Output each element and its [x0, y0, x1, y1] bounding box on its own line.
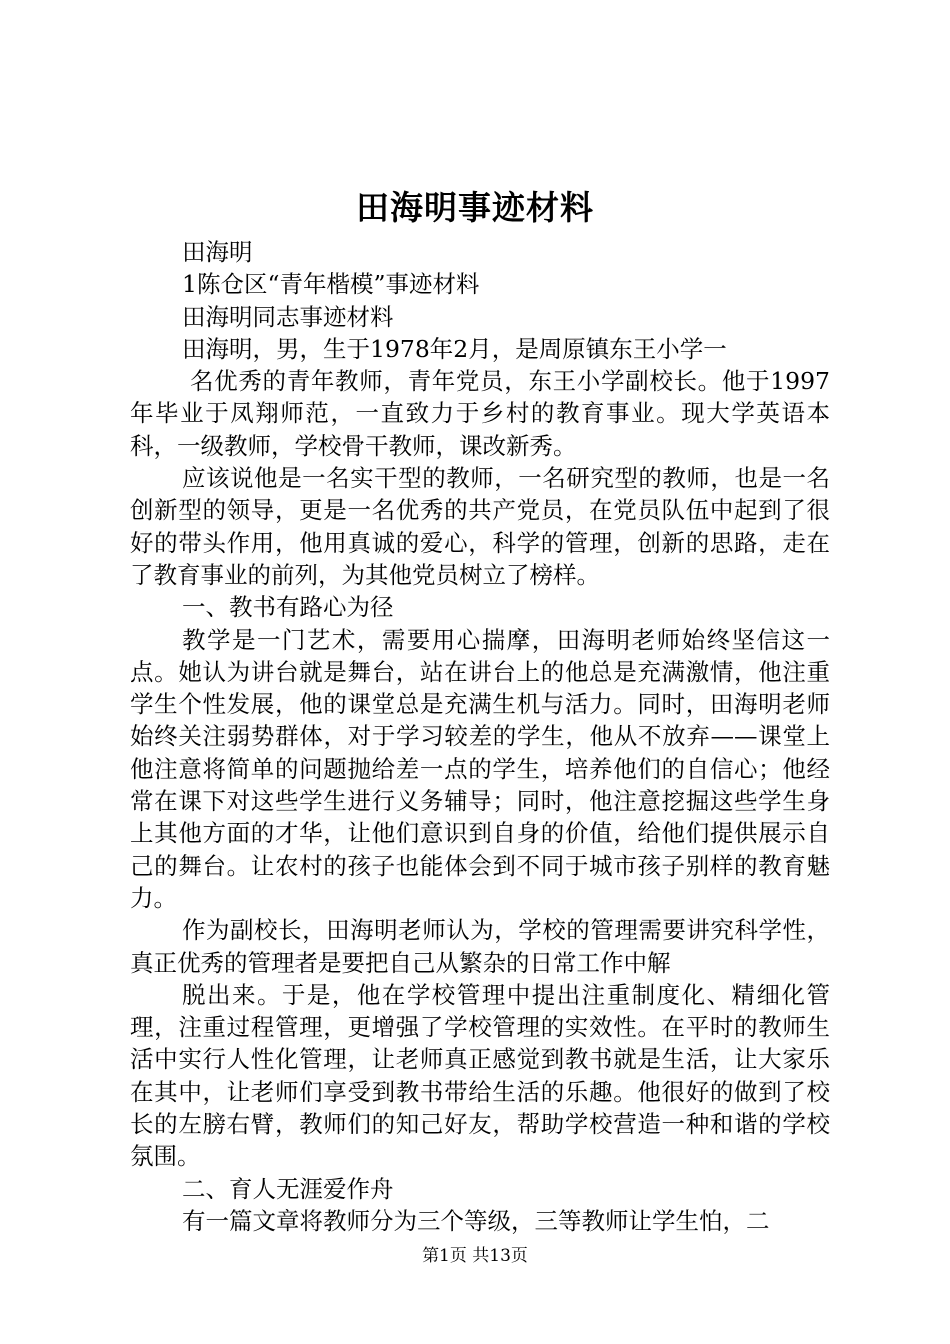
- paragraph: 作为副校长，田海明老师认为，学校的管理需要讲究科学性，真正优秀的管理者是要把自己从繁杂的日常工作中解: [130, 916, 830, 977]
- paragraph: 1陈仓区“青年楷模”事迹材料: [182, 270, 480, 299]
- paragraph: 田海明，男，生于1978年2月，是周原镇东王小学一: [182, 334, 727, 363]
- paragraph: 一、教书有路心为径: [182, 593, 394, 622]
- paragraph: 田海明: [182, 238, 253, 266]
- paragraph: 田海明同志事迹材料: [182, 302, 394, 331]
- paragraph: 教学是一门艺术，需要用心揣摩，田海明老师始终坚信这一点。她认为讲台就是舞台，站在讲台上的他总是充满激情，他注重学生个性发展，他的课堂总是充满生机与活力。同时，田海明老师始终关注弱势群体，对于学习较差的学生，他从不放弃——课堂上他注意将简单的问题抛给差一点的学生，培养他们的自信心；他经常在课下对这些学生进行义务辅导；同时，他注意挖掘这些学生身上其他方面的才华，让他们意识到自身的价值，给他们提供展示自己的舞台。让农村的孩子也能体会到不同于城市孩子别样的教育魅力。: [130, 625, 830, 912]
- document-title: 田海明事迹材料: [356, 188, 594, 227]
- page-footer: 第1页 共13页: [422, 1246, 528, 1266]
- paragraph: 名优秀的青年教师，青年党员，东王小学副校长。他于1997年毕业于凤翔师范，一直致力于乡村的教育事业。现大学英语本科，一级教师，学校骨干教师，课改新秀。: [130, 367, 830, 460]
- paragraph: 有一篇文章将教师分为三个等级，三等教师让学生怕，二: [182, 1206, 770, 1235]
- paragraph: 脱出来。于是，他在学校管理中提出注重制度化、精细化管理，注重过程管理，更增强了学校管理的实效性。在平时的教师生活中实行人性化管理，让老师真正感觉到教书就是生活，让大家乐在其中，让老师们享受到教书带给生活的乐趣。他很好的做到了校长的左膀右臂，教师们的知己好友，帮助学校营造一种和谐的学校氛围。: [130, 980, 830, 1171]
- paragraph: 二、育人无涯爱作舟: [182, 1174, 394, 1203]
- document-body: [130, 236, 830, 1237]
- paragraph: 应该说他是一名实干型的教师，一名研究型的教师，也是一名创新型的领导，更是一名优秀的共产党员，在党员队伍中起到了很好的带头作用，他用真诚的爱心，科学的管理，创新的思路，走在了教育事业的前列，为其他党员树立了榜样。: [130, 464, 830, 589]
